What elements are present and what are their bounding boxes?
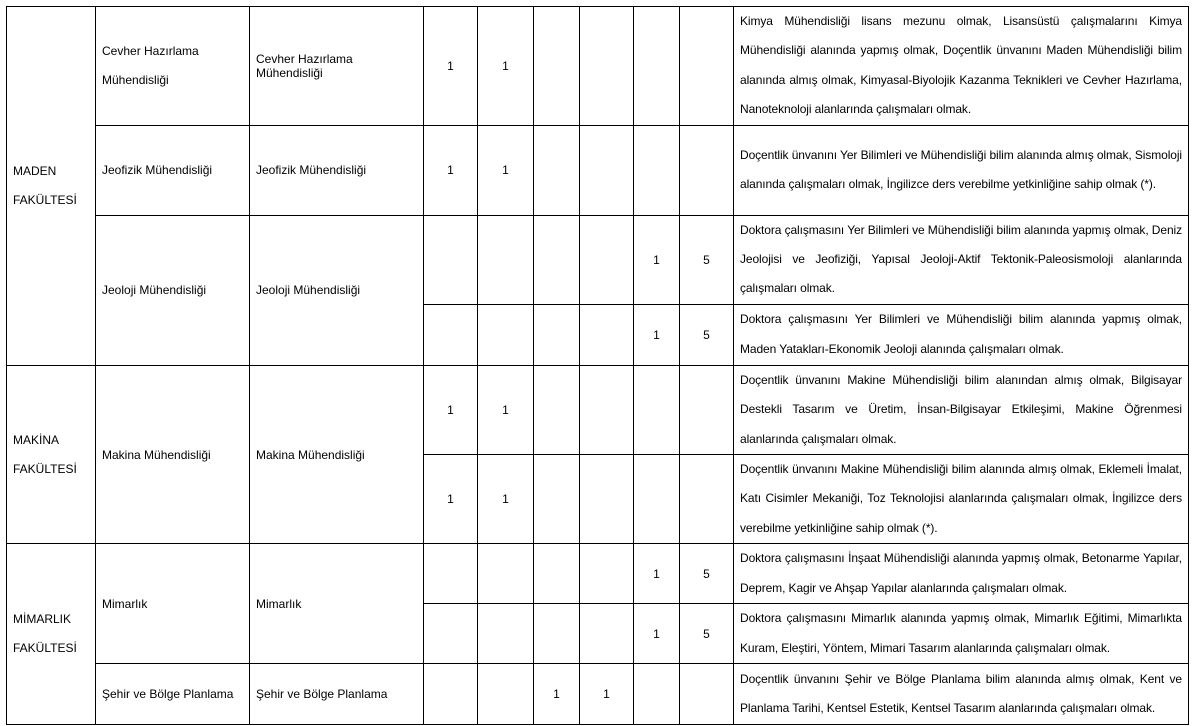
requirement-cell: Kimya Mühendisliği lisans mezunu olmak, Lisansüstü çalışmalarını Kimya Mühendisliği alanında yapmış olmak, Doçentlik ünvanını Maden Mühendisliği bilim alanında almış olmak, Kimyasal-Biyolojik Kazanma Teknikleri ve Cevher Hazırlama, Nanoteknoloji alanlarında çalışmaları olmak. xyxy=(734,7,1189,126)
count-cell: 1 xyxy=(424,365,478,454)
count-cell xyxy=(478,604,534,664)
count-cell xyxy=(424,664,478,725)
count-cell xyxy=(634,664,680,725)
count-cell xyxy=(580,125,634,215)
count-cell xyxy=(478,664,534,725)
count-cell: 5 xyxy=(680,604,734,664)
table-row xyxy=(7,215,1189,304)
faculty-name: FAKÜLTESİ xyxy=(13,192,77,207)
count-cell xyxy=(680,365,734,454)
requirement-cell: Doktora çalışmasını Yer Bilimleri ve Mühendisliği bilim alanında yapmış olmak, Deniz Jeolojisi ve Jeofiziği, Yapısal Jeoloji-Aktif Tektonik-Paleosismoloji alanlarında çalışmaları olmak. xyxy=(734,215,1189,304)
count-cell: 1 xyxy=(478,7,534,126)
count-cell xyxy=(534,125,580,215)
department-cell: Mimarlık xyxy=(96,544,250,664)
department-cell: Jeofizik Mühendisliği xyxy=(96,125,250,215)
count-cell xyxy=(478,304,534,365)
table-row xyxy=(7,7,1189,126)
requirement-cell: Doktora çalışmasını İnşaat Mühendisliği alanında yapmış olmak, Betonarme Yapılar, Deprem, Kagir ve Ahşap Yapılar alanlarında çalışmaları olmak. xyxy=(734,544,1189,604)
requirement-cell: Doçentlik ünvanını Makine Mühendisliği bilim alanından almış olmak, Bilgisayar Destekli Tasarım ve Üretim, İnsan-Bilgisayar Etkileşimi, Makine Öğrenmesi alanlarında çalışmaları olmak. xyxy=(734,365,1189,454)
table-row xyxy=(7,544,1189,604)
count-cell: 1 xyxy=(478,125,534,215)
count-cell xyxy=(680,125,734,215)
count-cell: 1 xyxy=(634,215,680,304)
count-cell xyxy=(534,604,580,664)
requirement-cell: Doçentlik ünvanını Yer Bilimleri ve Mühendisliği bilim alanında almış olmak, Sismoloji alanında çalışmaları olmak, İngilizce ders verebilme yetkinliğine sahip olmak (*). xyxy=(734,125,1189,215)
count-cell: 1 xyxy=(424,7,478,126)
table-row xyxy=(7,125,1189,215)
count-cell xyxy=(680,455,734,544)
faculty-name: MAKİNA xyxy=(13,432,60,447)
count-cell xyxy=(580,604,634,664)
department-cell: Makina Mühendisliği xyxy=(96,365,250,543)
count-cell xyxy=(534,365,580,454)
count-cell xyxy=(534,304,580,365)
count-cell xyxy=(424,215,478,304)
count-cell xyxy=(424,544,478,604)
count-cell xyxy=(534,7,580,126)
count-cell xyxy=(478,544,534,604)
count-cell: 1 xyxy=(478,455,534,544)
count-cell: 1 xyxy=(478,365,534,454)
requirement-cell: Doktora çalışmasını Mimarlık alanında yapmış olmak, Mimarlık Eğitimi, Mimarlıkta Kuram, Eleştiri, Yöntem, Mimari Tasarım alanlarında çalışmaları olmak. xyxy=(734,604,1189,664)
count-cell xyxy=(634,455,680,544)
program-cell: Jeoloji Mühendisliği xyxy=(250,215,424,365)
count-cell: 1 xyxy=(634,544,680,604)
staff-position-table xyxy=(6,6,1189,725)
count-cell xyxy=(634,125,680,215)
requirement-cell: Doçentlik ünvanını Makine Mühendisliği bilim alanında almış olmak, Eklemeli İmalat, Katı Cisimler Mekaniği, Toz Teknolojisi alanlarında çalışmaları olmak, İngilizce ders verebilme yetkinliğine sahip olmak (*). xyxy=(734,455,1189,544)
faculty-cell-mimarlik xyxy=(7,544,96,725)
count-cell xyxy=(634,7,680,126)
count-cell xyxy=(580,455,634,544)
program-cell: Mimarlık xyxy=(250,544,424,664)
count-cell xyxy=(424,604,478,664)
count-cell: 5 xyxy=(680,304,734,365)
faculty-cell-makina xyxy=(7,365,96,543)
count-cell: 1 xyxy=(634,304,680,365)
count-cell xyxy=(534,544,580,604)
count-cell: 1 xyxy=(534,664,580,725)
count-cell: 1 xyxy=(424,125,478,215)
count-cell: 1 xyxy=(424,455,478,544)
department-cell: Jeoloji Mühendisliği xyxy=(96,215,250,365)
program-cell: Jeofizik Mühendisliği xyxy=(250,125,424,215)
count-cell xyxy=(580,7,634,126)
faculty-name: MADEN xyxy=(13,163,57,178)
count-cell xyxy=(580,304,634,365)
count-cell xyxy=(478,215,534,304)
count-cell xyxy=(680,7,734,126)
count-cell xyxy=(580,365,634,454)
faculty-cell-maden xyxy=(7,7,96,366)
department-cell: Cevher Hazırlama Mühendisliği xyxy=(96,7,250,126)
count-cell xyxy=(424,304,478,365)
faculty-name: FAKÜLTESİ xyxy=(13,461,77,476)
count-cell xyxy=(580,544,634,604)
program-cell: Cevher Hazırlama Mühendisliği xyxy=(250,7,424,126)
count-cell xyxy=(680,664,734,725)
requirement-cell: Doktora çalışmasını Yer Bilimleri ve Mühendisliği bilim alanında yapmış olmak, Maden Yatakları-Ekonomik Jeoloji alanında çalışmaları olmak. xyxy=(734,304,1189,365)
department-cell: Şehir ve Bölge Planlama xyxy=(96,664,250,725)
count-cell: 1 xyxy=(634,604,680,664)
count-cell xyxy=(534,215,580,304)
count-cell xyxy=(534,455,580,544)
faculty-name: FAKÜLTESİ xyxy=(13,641,77,656)
count-cell: 5 xyxy=(680,544,734,604)
count-cell: 1 xyxy=(580,664,634,725)
count-cell: 5 xyxy=(680,215,734,304)
program-cell: Makina Mühendisliği xyxy=(250,365,424,543)
requirement-cell: Doçentlik ünvanını Şehir ve Bölge Planlama bilim alanında almış olmak, Kent ve Planlama Tarihi, Kentsel Estetik, Kentsel Tasarım alanlarında çalışmaları olmak. xyxy=(734,664,1189,725)
count-cell xyxy=(580,215,634,304)
program-cell: Şehir ve Bölge Planlama xyxy=(250,664,424,725)
count-cell xyxy=(634,365,680,454)
table-row xyxy=(7,365,1189,454)
table-row xyxy=(7,664,1189,725)
faculty-name: MİMARLIK xyxy=(13,612,72,627)
